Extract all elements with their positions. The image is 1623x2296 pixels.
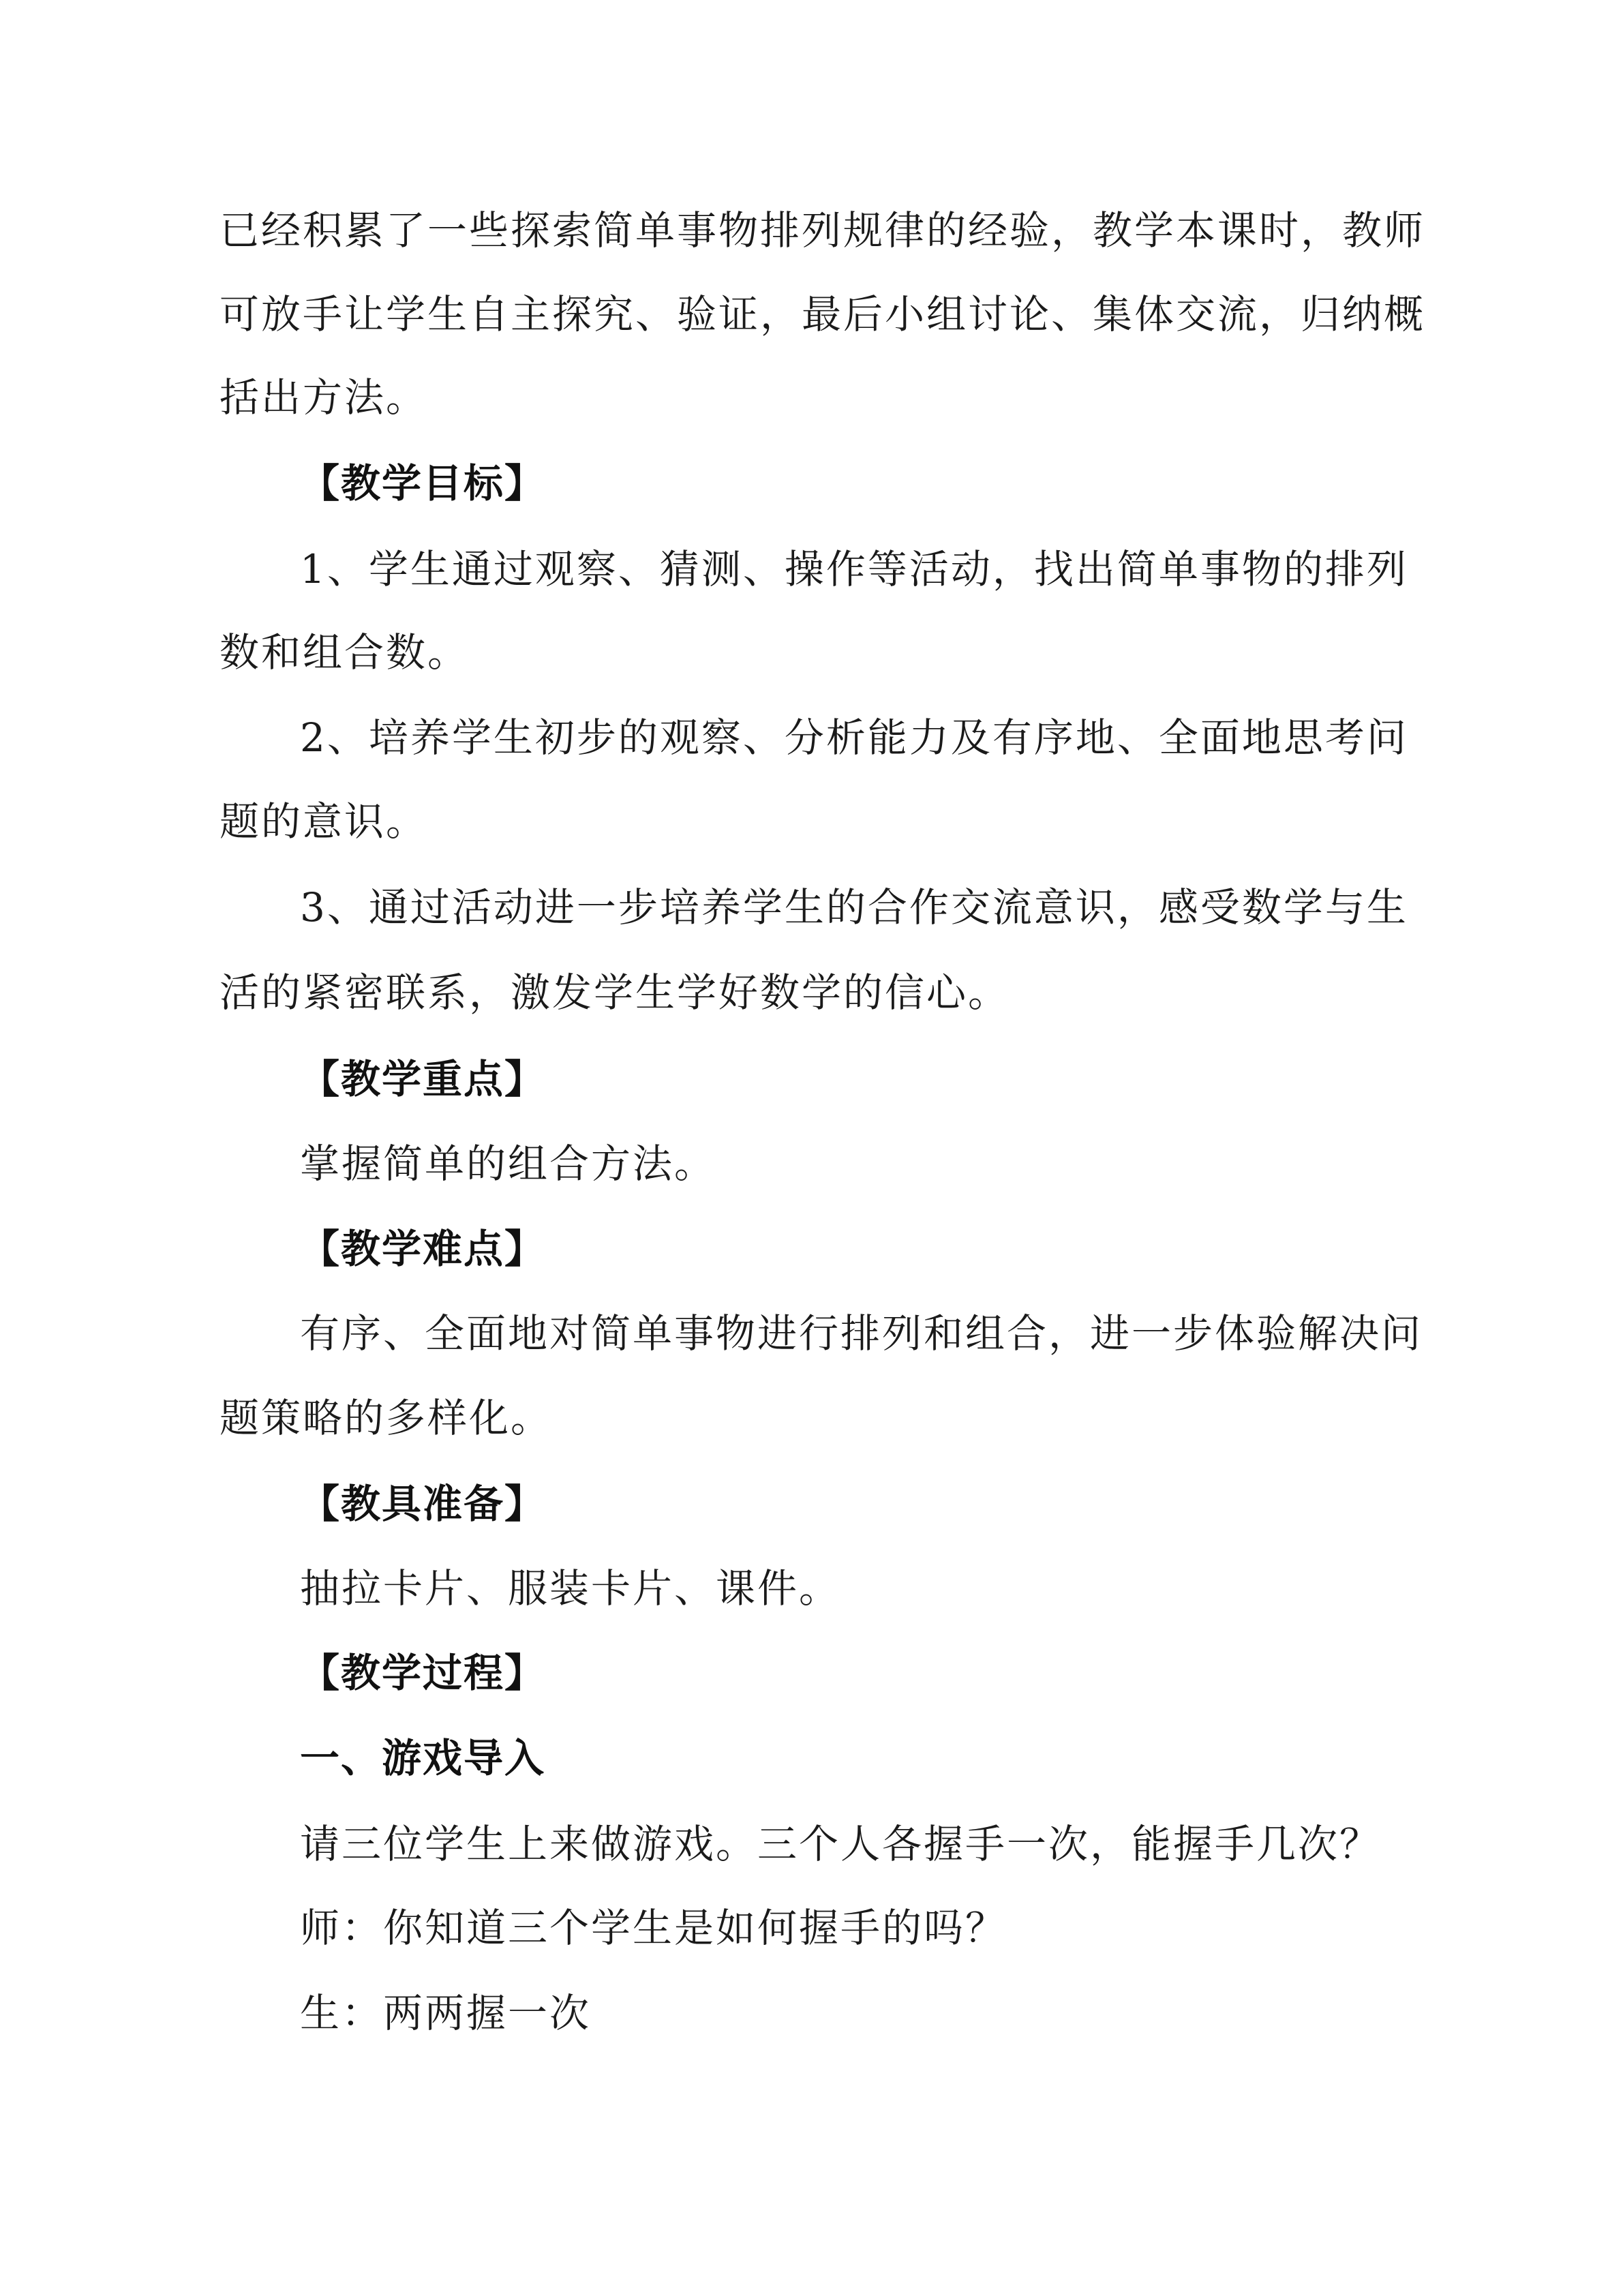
intro-line-2: 可放手让学生自主探究、验证，最后小组讨论、集体交流，归纳概 <box>219 291 1426 337</box>
materials-text: 抽拉卡片、服装卡片、课件。 <box>300 1565 841 1612</box>
process-section-1-title: 一、游戏导入 <box>300 1735 546 1781</box>
key-points-text: 掌握简单的组合方法。 <box>300 1141 716 1187</box>
objective-2-line-1: 2、培养学生初步的观察、分析能力及有序地、全面地思考问 <box>300 714 1408 761</box>
process-line-2: 师：你知道三个学生是如何握手的吗？ <box>300 1905 1007 1951</box>
objectives-heading: 【教学目标】 <box>300 460 546 507</box>
difficulties-heading: 【教学难点】 <box>300 1226 546 1272</box>
intro-line-1: 已经积累了一些探索简单事物排列规律的经验，教学本课时，教师 <box>219 207 1426 254</box>
objective-2-line-2: 题的意识。 <box>219 798 428 845</box>
objective-1-line-2: 数和组合数。 <box>219 629 470 676</box>
objective-3-line-2: 活的紧密联系，激发学生学好数学的信心。 <box>219 969 1010 1016</box>
process-heading: 【教学过程】 <box>300 1650 546 1696</box>
objective-3-line-1: 3、通过活动进一步培养学生的合作交流意识，感受数学与生 <box>300 884 1408 931</box>
difficulties-line-2: 题策略的多样化。 <box>219 1395 553 1441</box>
process-line-1: 请三位学生上来做游戏。三个人各握手一次，能握手几次？ <box>300 1821 1382 1867</box>
difficulties-line-1: 有序、全面地对简单事物进行排列和组合，进一步体验解决问 <box>300 1310 1423 1357</box>
intro-line-3: 括出方法。 <box>219 374 428 421</box>
key-points-heading: 【教学重点】 <box>300 1056 546 1102</box>
objective-1-line-1: 1、学生通过观察、猜测、操作等活动，找出简单事物的排列 <box>300 546 1408 592</box>
materials-heading: 【教具准备】 <box>300 1481 546 1527</box>
process-line-3: 生：两两握一次 <box>300 1990 592 2036</box>
